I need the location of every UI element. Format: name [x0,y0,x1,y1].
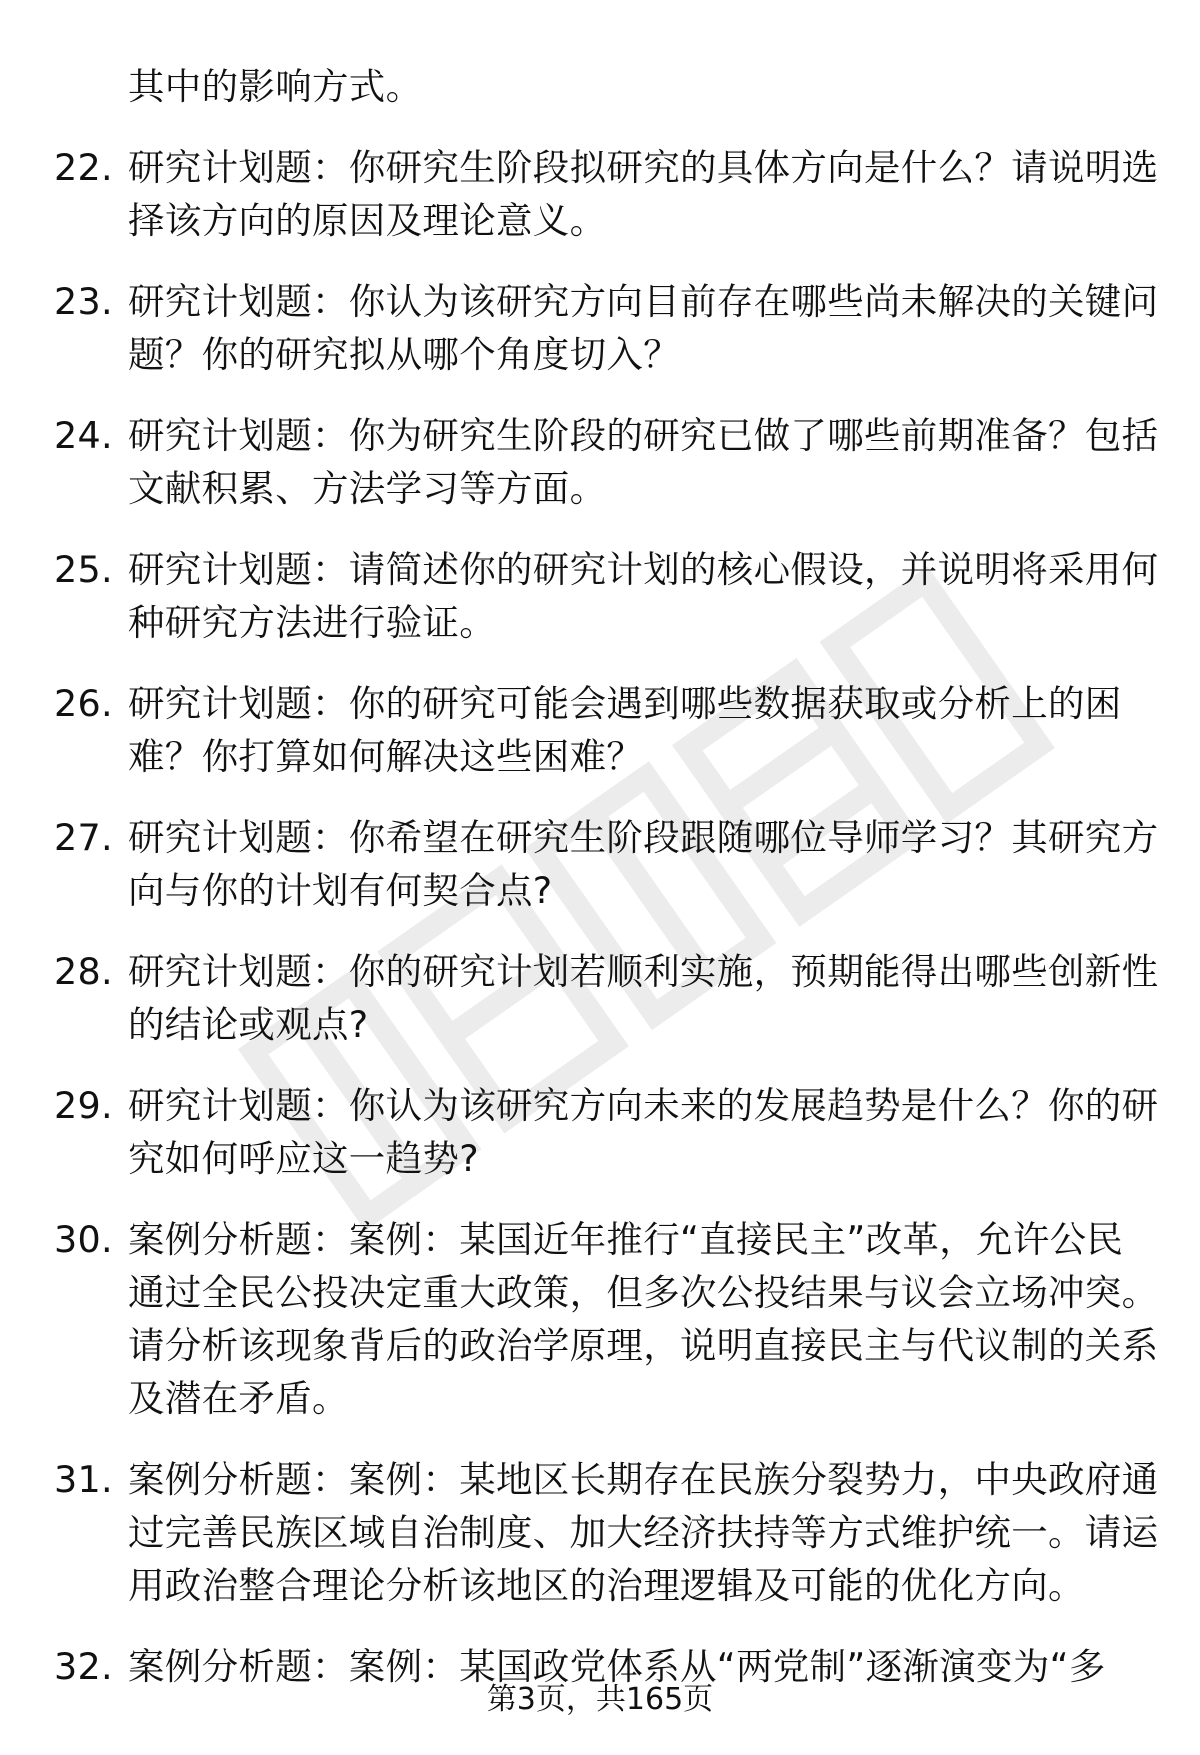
question-text-line: 案例分析题：案例：某地区长期存在民族分裂势力，中央政府通 [128,1458,1159,1501]
question-text-line: 过完善民族区域自治制度、加大经济扶持等方式维护统一。请运 [128,1511,1159,1554]
question-text-line: 究如何呼应这一趋势? [128,1137,479,1180]
question-number: 31. [54,1458,113,1501]
question-text-line: 研究计划题：你希望在研究生阶段跟随哪位导师学习？其研究方 [128,816,1159,859]
question-item [0,1079,1159,1185]
question-text-line: 通过全民公投决定重大政策，但多次公投结果与议会立场冲突。 [128,1271,1159,1314]
question-text-line: 题？你的研究拟从哪个角度切入？ [128,333,680,376]
question-text-line: 择该方向的原因及理论意义。 [128,199,607,242]
question-text-line: 的结论或观点? [128,1003,369,1046]
question-item [0,141,1159,247]
question-number: 24. [54,414,113,457]
intro-line: 其中的影响方式。 [128,65,423,108]
question-text-line: 向与你的计划有何契合点? [128,869,553,912]
question-text-line: 案例分析题：案例：某国近年推行“直接民主”改革，允许公民 [128,1218,1124,1261]
question-number: 23. [54,280,113,323]
question-text-line: 研究计划题：你的研究计划若顺利实施，预期能得出哪些创新性 [128,950,1159,993]
question-item [0,811,1159,917]
question-text-line: 请分析该现象背后的政治学原理，说明直接民主与代议制的关系 [128,1324,1159,1367]
question-text-line: 研究计划题：你为研究生阶段的研究已做了哪些前期准备？包括 [128,414,1159,457]
question-text-line: 用政治整合理论分析该地区的治理逻辑及可能的优化方向。 [128,1564,1085,1607]
question-number: 29. [54,1084,113,1127]
question-item [0,1453,1159,1612]
question-number: 26. [54,682,113,725]
question-item [0,543,1159,649]
question-text-line: 研究计划题：请简述你的研究计划的核心假设，并说明将采用何 [128,548,1159,591]
question-item [0,677,1140,783]
question-number: 32. [54,1645,113,1688]
question-text-line: 案例分析题：案例：某国政党体系从“两党制”逐渐演变为“多 [128,1645,1106,1688]
question-list [0,60,1200,1721]
question-item [0,1213,1159,1425]
question-text-line: 难？你打算如何解决这些困难？ [128,735,644,778]
question-text-line: 文献积累、方法学习等方面。 [128,467,607,510]
question-number: 25. [54,548,113,591]
question-item [0,945,1159,1051]
question-number: 22. [54,146,113,189]
intro-continuation [0,60,1140,113]
question-item [0,275,1159,381]
question-text-line: 研究计划题：你认为该研究方向目前存在哪些尚未解决的关键问 [128,280,1159,323]
page-number: 第3页，共165页 [486,1682,714,1717]
question-text-line: 研究计划题：你的研究可能会遇到哪些数据获取或分析上的困 [128,682,1122,725]
question-item [0,409,1159,515]
question-text-line: 及潜在矛盾。 [128,1377,349,1420]
question-number: 30. [54,1218,113,1261]
question-text-line: 研究计划题：你研究生阶段拟研究的具体方向是什么？请说明选 [128,146,1159,189]
question-text-line: 种研究方法进行验证。 [128,601,496,644]
question-text-line: 研究计划题：你认为该研究方向未来的发展趋势是什么？你的研 [128,1084,1159,1127]
question-number: 28. [54,950,113,993]
question-number: 27. [54,816,113,859]
